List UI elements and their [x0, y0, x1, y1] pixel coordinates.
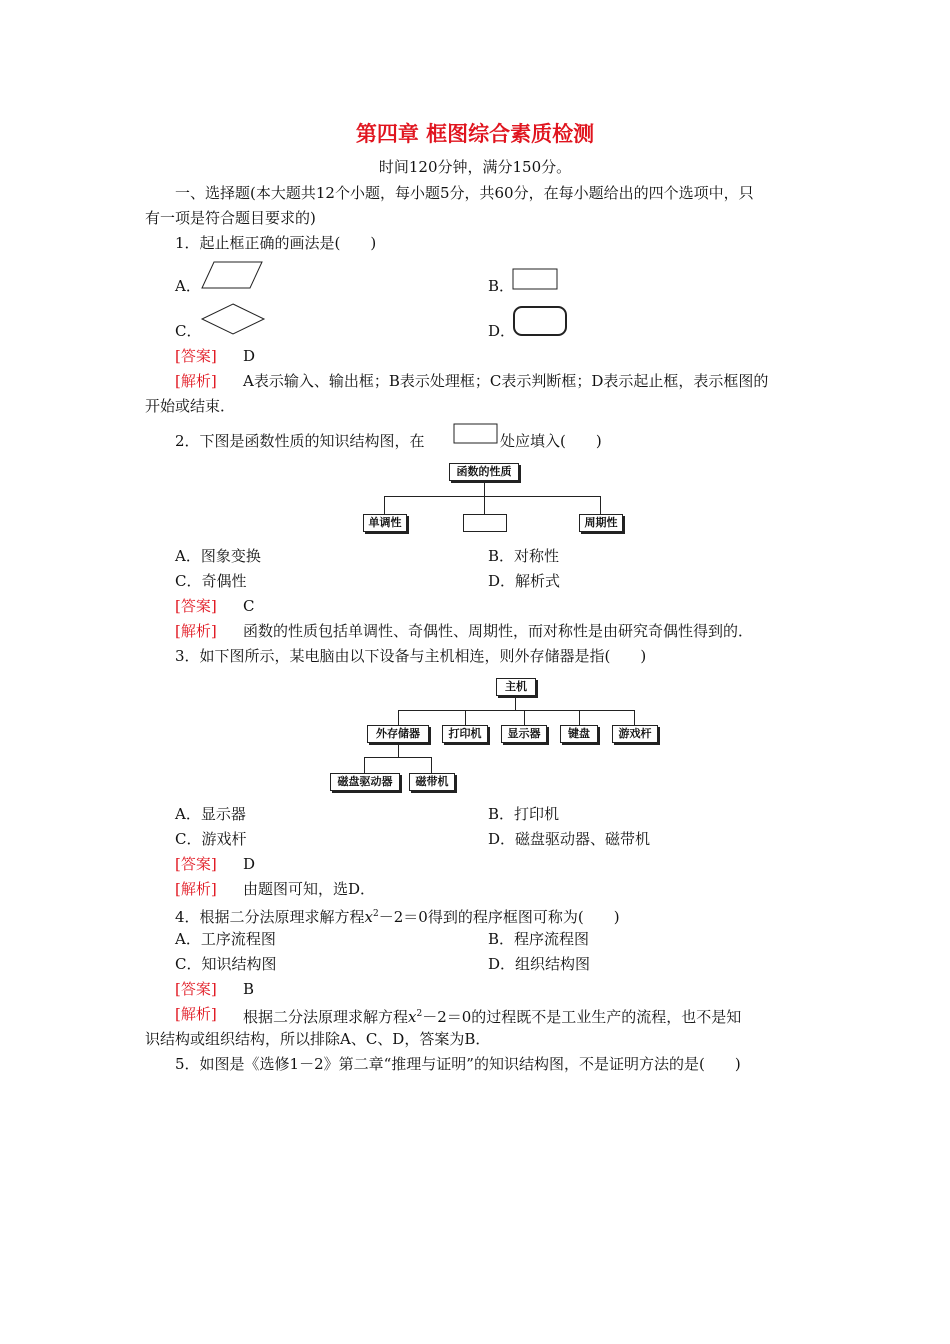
q4-analysis-tag: [解析] — [175, 1005, 217, 1023]
q4-answer: B — [243, 980, 255, 998]
q3-option-c: C．游戏杆 — [175, 830, 247, 848]
q1-option-b-label: B． — [488, 277, 515, 295]
q1-answer-tag: [答案] — [175, 347, 217, 365]
q2-chart-root: 函数的性质 — [449, 463, 519, 481]
q3-chart-child-1: 外存储器 — [367, 725, 429, 743]
section-intro-line1: 一、选择题(本大题共12个小题，每小题5分，共60分，在每小题给出的四个选项中，只 — [175, 184, 754, 202]
q3-answer-tag: [答案] — [175, 855, 217, 873]
rounded-rectangle-shape-icon — [512, 305, 570, 339]
q4-stem-start: 4．根据二分法原理求解方程 — [175, 908, 365, 926]
q3-chart-child-4: 键盘 — [560, 725, 598, 743]
q2-stem-end: 处应填入( ) — [500, 432, 602, 450]
q2-answer: C — [243, 597, 255, 615]
q1-option-c-label: C． — [175, 322, 202, 340]
q4-analysis-start: 根据二分法原理求解方程 — [243, 1008, 409, 1026]
q1-stem: 1．起止框正确的画法是( ) — [175, 234, 377, 252]
page-subtitle: 时间120分钟，满分150分。 — [378, 158, 572, 176]
q3-chart-child-3: 显示器 — [501, 725, 547, 743]
q3-chart-root: 主机 — [496, 678, 536, 696]
page-title: 第四章 框图综合素质检测 — [355, 122, 595, 146]
q3-stem: 3．如下图所示，某电脑由以下设备与主机相连，则外存储器是指( ) — [175, 647, 647, 665]
q4-option-a: A．工序流程图 — [175, 930, 276, 948]
q4-answer-tag: [答案] — [175, 980, 217, 998]
q3-chart-grandchild-1: 磁盘驱动器 — [330, 773, 400, 791]
q2-chart-node-blank — [463, 514, 507, 532]
q3-chart-child-5: 游戏杆 — [612, 725, 658, 743]
diamond-shape-icon — [200, 303, 266, 335]
q2-option-b: B．对称性 — [488, 547, 560, 565]
q1-analysis-line1: A表示输入、输出框；B表示处理框；C表示判断框；D表示起止框，表示框图的 — [243, 372, 769, 390]
q1-analysis-line2: 开始或结束． — [145, 397, 236, 415]
q3-answer: D — [243, 855, 256, 873]
q3-chart-grandchild-2: 磁带机 — [409, 773, 455, 791]
math-variable-x: x — [364, 908, 374, 926]
q3-analysis: 由题图可知，选D． — [243, 880, 376, 898]
math-exponent: 2 — [373, 909, 379, 919]
q1-option-a-label: A． — [175, 277, 201, 295]
rectangle-shape-icon — [512, 268, 560, 292]
q2-option-c: C．奇偶性 — [175, 572, 247, 590]
q1-answer: D — [243, 347, 256, 365]
math-exponent: 2 — [416, 1009, 423, 1019]
q4-analysis-line2: 识结构或组织结构，所以排除A、C、D，答案为B． — [145, 1030, 491, 1048]
q3-option-a: A．显示器 — [175, 805, 246, 823]
q4-stem — [175, 904, 620, 927]
q2-chart-node-right: 周期性 — [579, 514, 623, 532]
q2-analysis-tag: [解析] — [175, 622, 217, 640]
q3-option-d: D．磁盘驱动器、磁带机 — [488, 830, 651, 848]
q1-analysis-tag: [解析] — [175, 372, 217, 390]
q2-analysis: 函数的性质包括单调性、奇偶性、周期性，而对称性是由研究奇偶性得到的． — [243, 622, 754, 640]
q2-chart-node-left: 单调性 — [363, 514, 407, 532]
q4-analysis-end: －2＝0的过程既不是工业生产的流程，也不是知 — [422, 1008, 742, 1026]
q4-stem-end: －2＝0得到的程序框图可称为( ) — [378, 908, 620, 926]
q2-option-a: A．图象变换 — [175, 547, 261, 565]
q3-analysis-tag: [解析] — [175, 880, 217, 898]
q4-option-b: B．程序流程图 — [488, 930, 590, 948]
q2-option-d: D．解析式 — [488, 572, 561, 590]
q4-analysis-line1 — [243, 1004, 741, 1027]
q4-option-c: C．知识结构图 — [175, 955, 277, 973]
section-intro-line2: 有一项是符合题目要求的) — [145, 209, 316, 227]
q5-stem: 5．如图是《选修1－2》第二章“推理与证明”的知识结构图，不是证明方法的是( ) — [175, 1055, 741, 1073]
q2-stem-start: 2．下图是函数性质的知识结构图，在 — [175, 432, 425, 450]
q1-option-d-label: D． — [488, 322, 516, 340]
q3-option-b: B．打印机 — [488, 805, 560, 823]
parallelogram-shape-icon — [200, 260, 264, 290]
blank-box-icon — [453, 423, 499, 445]
q4-option-d: D．组织结构图 — [488, 955, 591, 973]
math-variable-x: x — [408, 1008, 417, 1026]
q3-chart-child-2: 打印机 — [442, 725, 488, 743]
q2-answer-tag: [答案] — [175, 597, 217, 615]
